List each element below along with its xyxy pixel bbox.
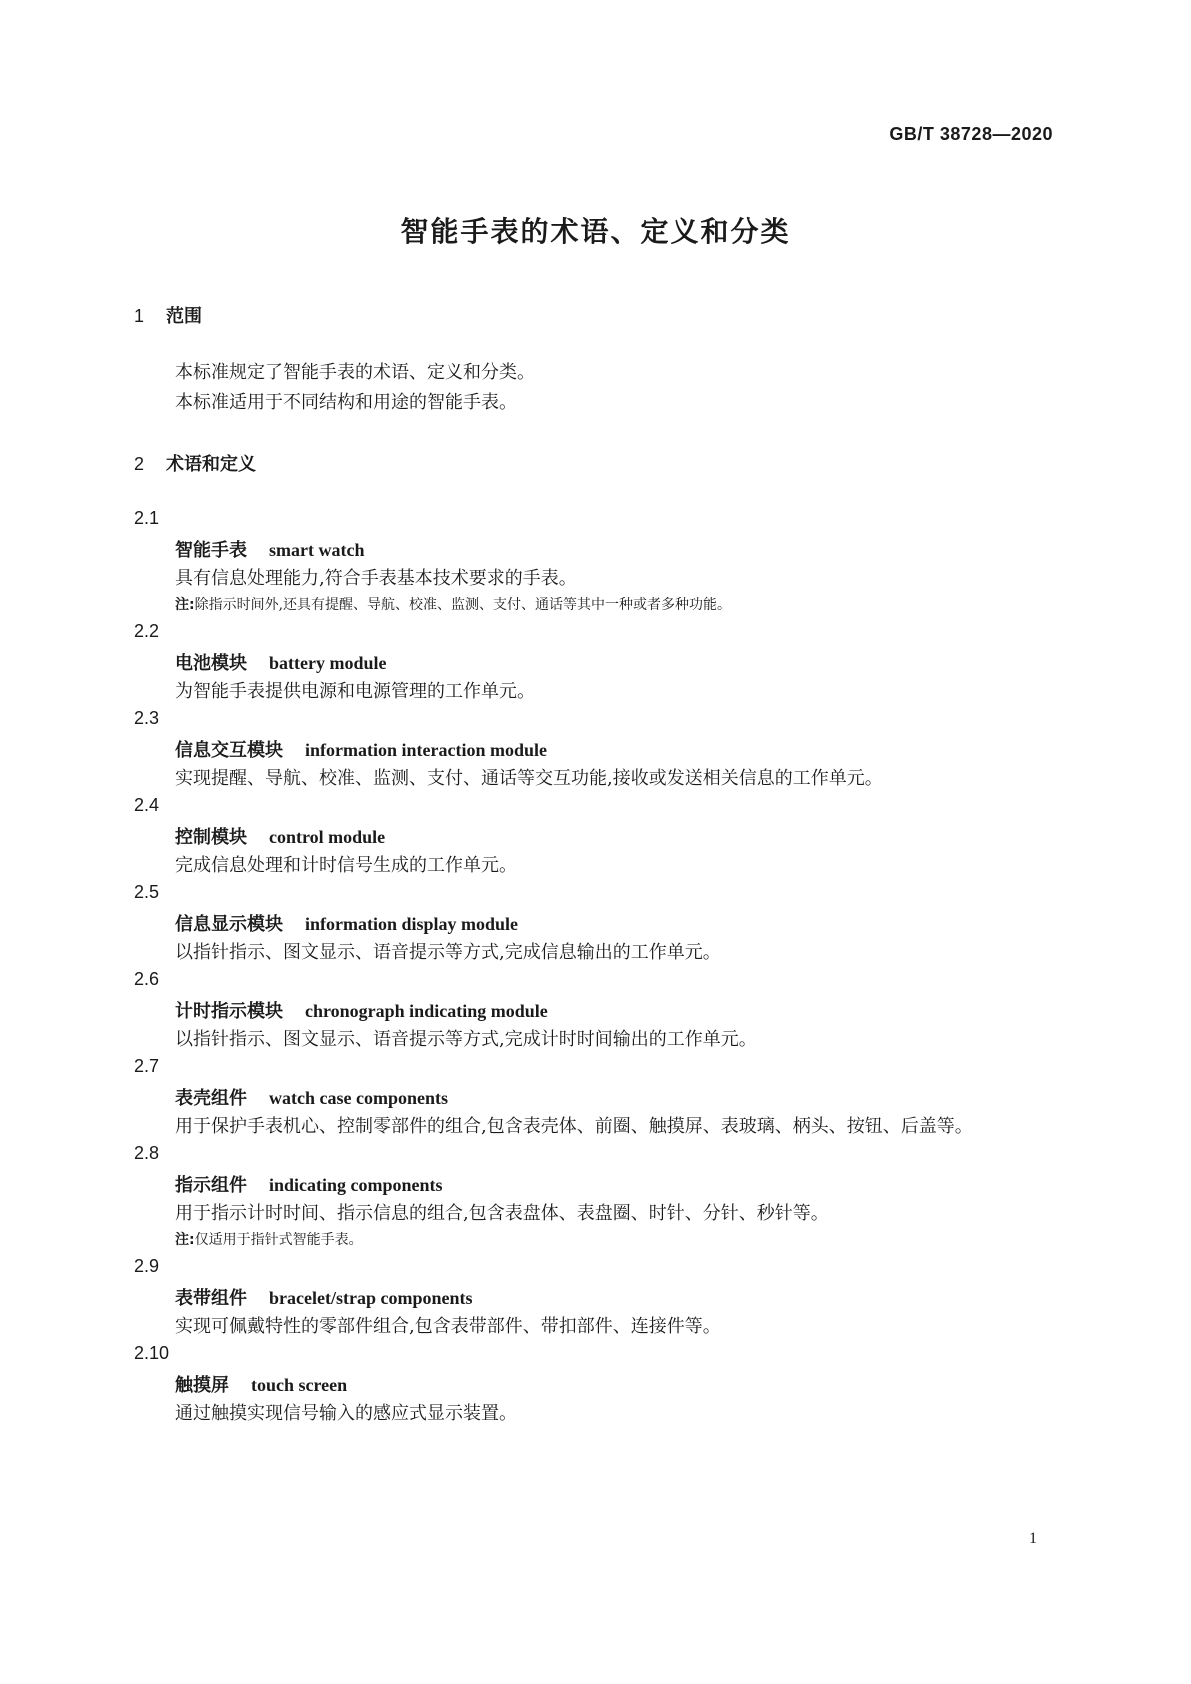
note-text: 仅适用于指针式智能手表。	[194, 1232, 363, 1248]
term-number: 2.1	[134, 508, 160, 528]
term-name-en: touch screen	[251, 1375, 348, 1395]
term-name	[175, 1284, 472, 1310]
scope-paragraph-1: 本标准规定了智能手表的术语、定义和分类。	[175, 362, 535, 383]
term-definition: 用于保护手表机心、控制零部件的组合,包含表壳体、前圈、触摸屏、表玻璃、柄头、按钮、后盖等。	[175, 1116, 973, 1137]
note-label: 注:	[175, 597, 195, 613]
term-number: 2.10	[134, 1343, 170, 1363]
section-number: 1	[134, 306, 145, 326]
term-name-en: chronograph indicating module	[305, 1001, 548, 1021]
term-definition: 完成信息处理和计时信号生成的工作单元。	[175, 855, 517, 876]
term-definition: 以指针指示、图文显示、语音提示等方式,完成信息输出的工作单元。	[175, 942, 721, 963]
term-name-zh: 计时指示模块	[175, 1001, 283, 1022]
term-name	[175, 1371, 347, 1397]
term-name-zh: 表带组件	[175, 1288, 247, 1309]
term-name	[175, 649, 386, 675]
term-definition: 实现可佩戴特性的零部件组合,包含表带部件、带扣部件、连接件等。	[175, 1316, 721, 1337]
section-heading-terms	[134, 450, 256, 476]
term-name-zh: 信息显示模块	[175, 914, 283, 935]
term-number: 2.3	[134, 708, 160, 728]
scope-paragraph-2: 本标准适用于不同结构和用途的智能手表。	[175, 392, 517, 413]
term-number: 2.2	[134, 621, 160, 641]
term-definition: 为智能手表提供电源和电源管理的工作单元。	[175, 681, 535, 702]
term-name-zh: 触摸屏	[175, 1375, 229, 1396]
term-number: 2.7	[134, 1056, 160, 1076]
term-number: 2.9	[134, 1256, 160, 1276]
term-number: 2.8	[134, 1143, 160, 1163]
term-name-en: watch case components	[269, 1088, 448, 1108]
term-name-en: battery module	[269, 653, 387, 673]
term-number: 2.4	[134, 795, 160, 815]
term-name-en: information display module	[305, 914, 519, 934]
term-name-en: indicating components	[269, 1175, 443, 1195]
standard-code: GB/T 38728—2020	[889, 124, 1053, 144]
term-name	[175, 736, 547, 762]
term-name	[175, 536, 364, 562]
term-name-en: bracelet/strap components	[269, 1288, 473, 1308]
term-name-en: smart watch	[269, 540, 365, 560]
term-name	[175, 1171, 443, 1197]
page-number: 1	[1029, 1530, 1037, 1547]
term-name-en: information interaction module	[305, 740, 547, 760]
term-name	[175, 997, 548, 1023]
term-definition: 用于指示计时时间、指示信息的组合,包含表盘体、表盘圈、时针、分针、秒针等。	[175, 1203, 829, 1224]
note-text: 除指示时间外,还具有提醒、导航、校准、监测、支付、通话等其中一种或者多种功能。	[194, 597, 732, 613]
term-name-zh: 智能手表	[175, 540, 247, 561]
section-number: 2	[134, 454, 145, 474]
section-title: 术语和定义	[166, 454, 256, 475]
term-name-en: control module	[269, 827, 386, 847]
term-name-zh: 表壳组件	[175, 1088, 247, 1109]
term-name-zh: 电池模块	[175, 653, 247, 674]
term-name-zh: 信息交互模块	[175, 740, 283, 761]
term-definition: 实现提醒、导航、校准、监测、支付、通话等交互功能,接收或发送相关信息的工作单元。	[175, 768, 883, 789]
section-heading-scope	[134, 302, 202, 328]
term-number: 2.5	[134, 882, 160, 902]
term-definition: 具有信息处理能力,符合手表基本技术要求的手表。	[175, 568, 577, 589]
term-definition: 通过触摸实现信号输入的感应式显示装置。	[175, 1403, 517, 1424]
term-number: 2.6	[134, 969, 160, 989]
document-title: 智能手表的术语、定义和分类	[400, 215, 791, 248]
term-name	[175, 823, 385, 849]
term-note	[175, 594, 731, 614]
term-name-zh: 指示组件	[175, 1175, 247, 1196]
section-title: 范围	[166, 306, 202, 327]
term-name	[175, 910, 518, 936]
term-note	[175, 1229, 363, 1249]
term-name	[175, 1084, 448, 1110]
term-definition: 以指针指示、图文显示、语音提示等方式,完成计时时间输出的工作单元。	[175, 1029, 757, 1050]
note-label: 注:	[175, 1232, 195, 1248]
term-name-zh: 控制模块	[175, 827, 247, 848]
